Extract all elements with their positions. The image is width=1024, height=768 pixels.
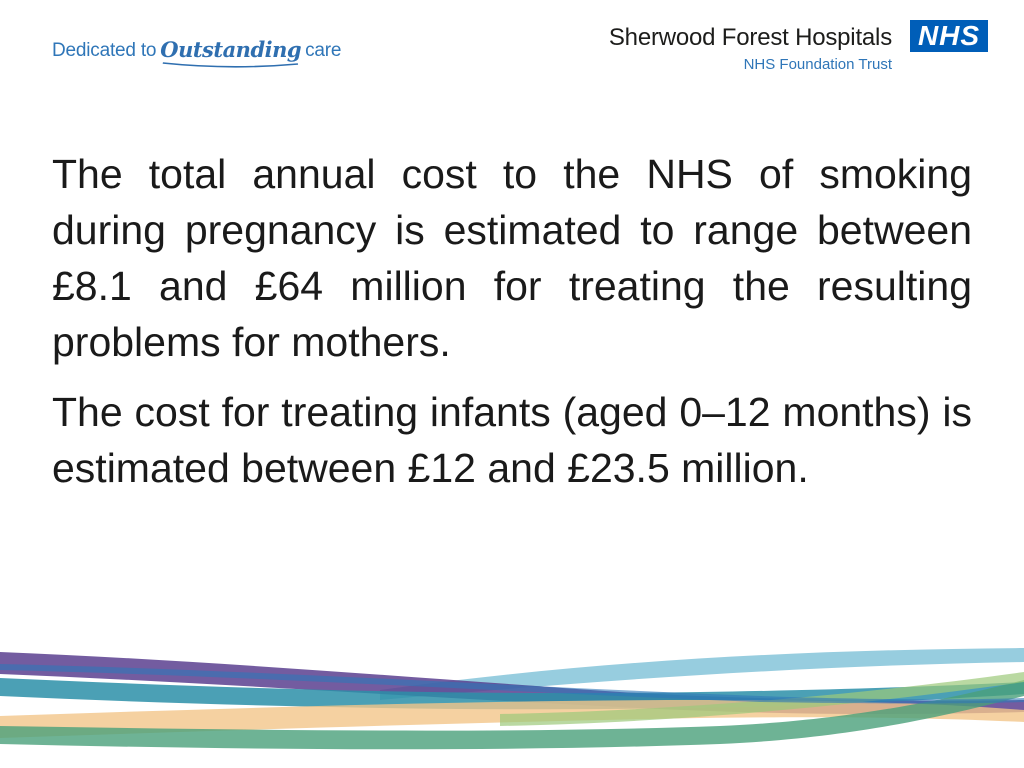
tagline-logo (52, 26, 341, 62)
decorative-ribbons (0, 630, 1024, 768)
slide-body (52, 146, 972, 510)
organisation-subtitle: NHS Foundation Trust (743, 56, 892, 73)
paragraph-mothers-cost: The total annual cost to the NHS of smoking during pregnancy is estimated to range between £8.1 and £64 million for treating the resulting problems for mothers. (52, 151, 972, 365)
tagline-highlight (160, 37, 301, 62)
nhs-badge: NHS (910, 20, 988, 52)
tagline-suffix: care (305, 40, 342, 61)
swoosh-icon (160, 60, 301, 70)
organisation-logo (568, 18, 988, 78)
tagline-highlight-text: Outstanding (160, 37, 302, 62)
organisation-name: Sherwood Forest Hospitals (608, 24, 892, 51)
tagline-prefix: Dedicated to (52, 40, 157, 61)
paragraph-infants-cost: The cost for treating infants (aged 0–12 months) is estimated between £12 and £23.5 million. (52, 389, 972, 491)
